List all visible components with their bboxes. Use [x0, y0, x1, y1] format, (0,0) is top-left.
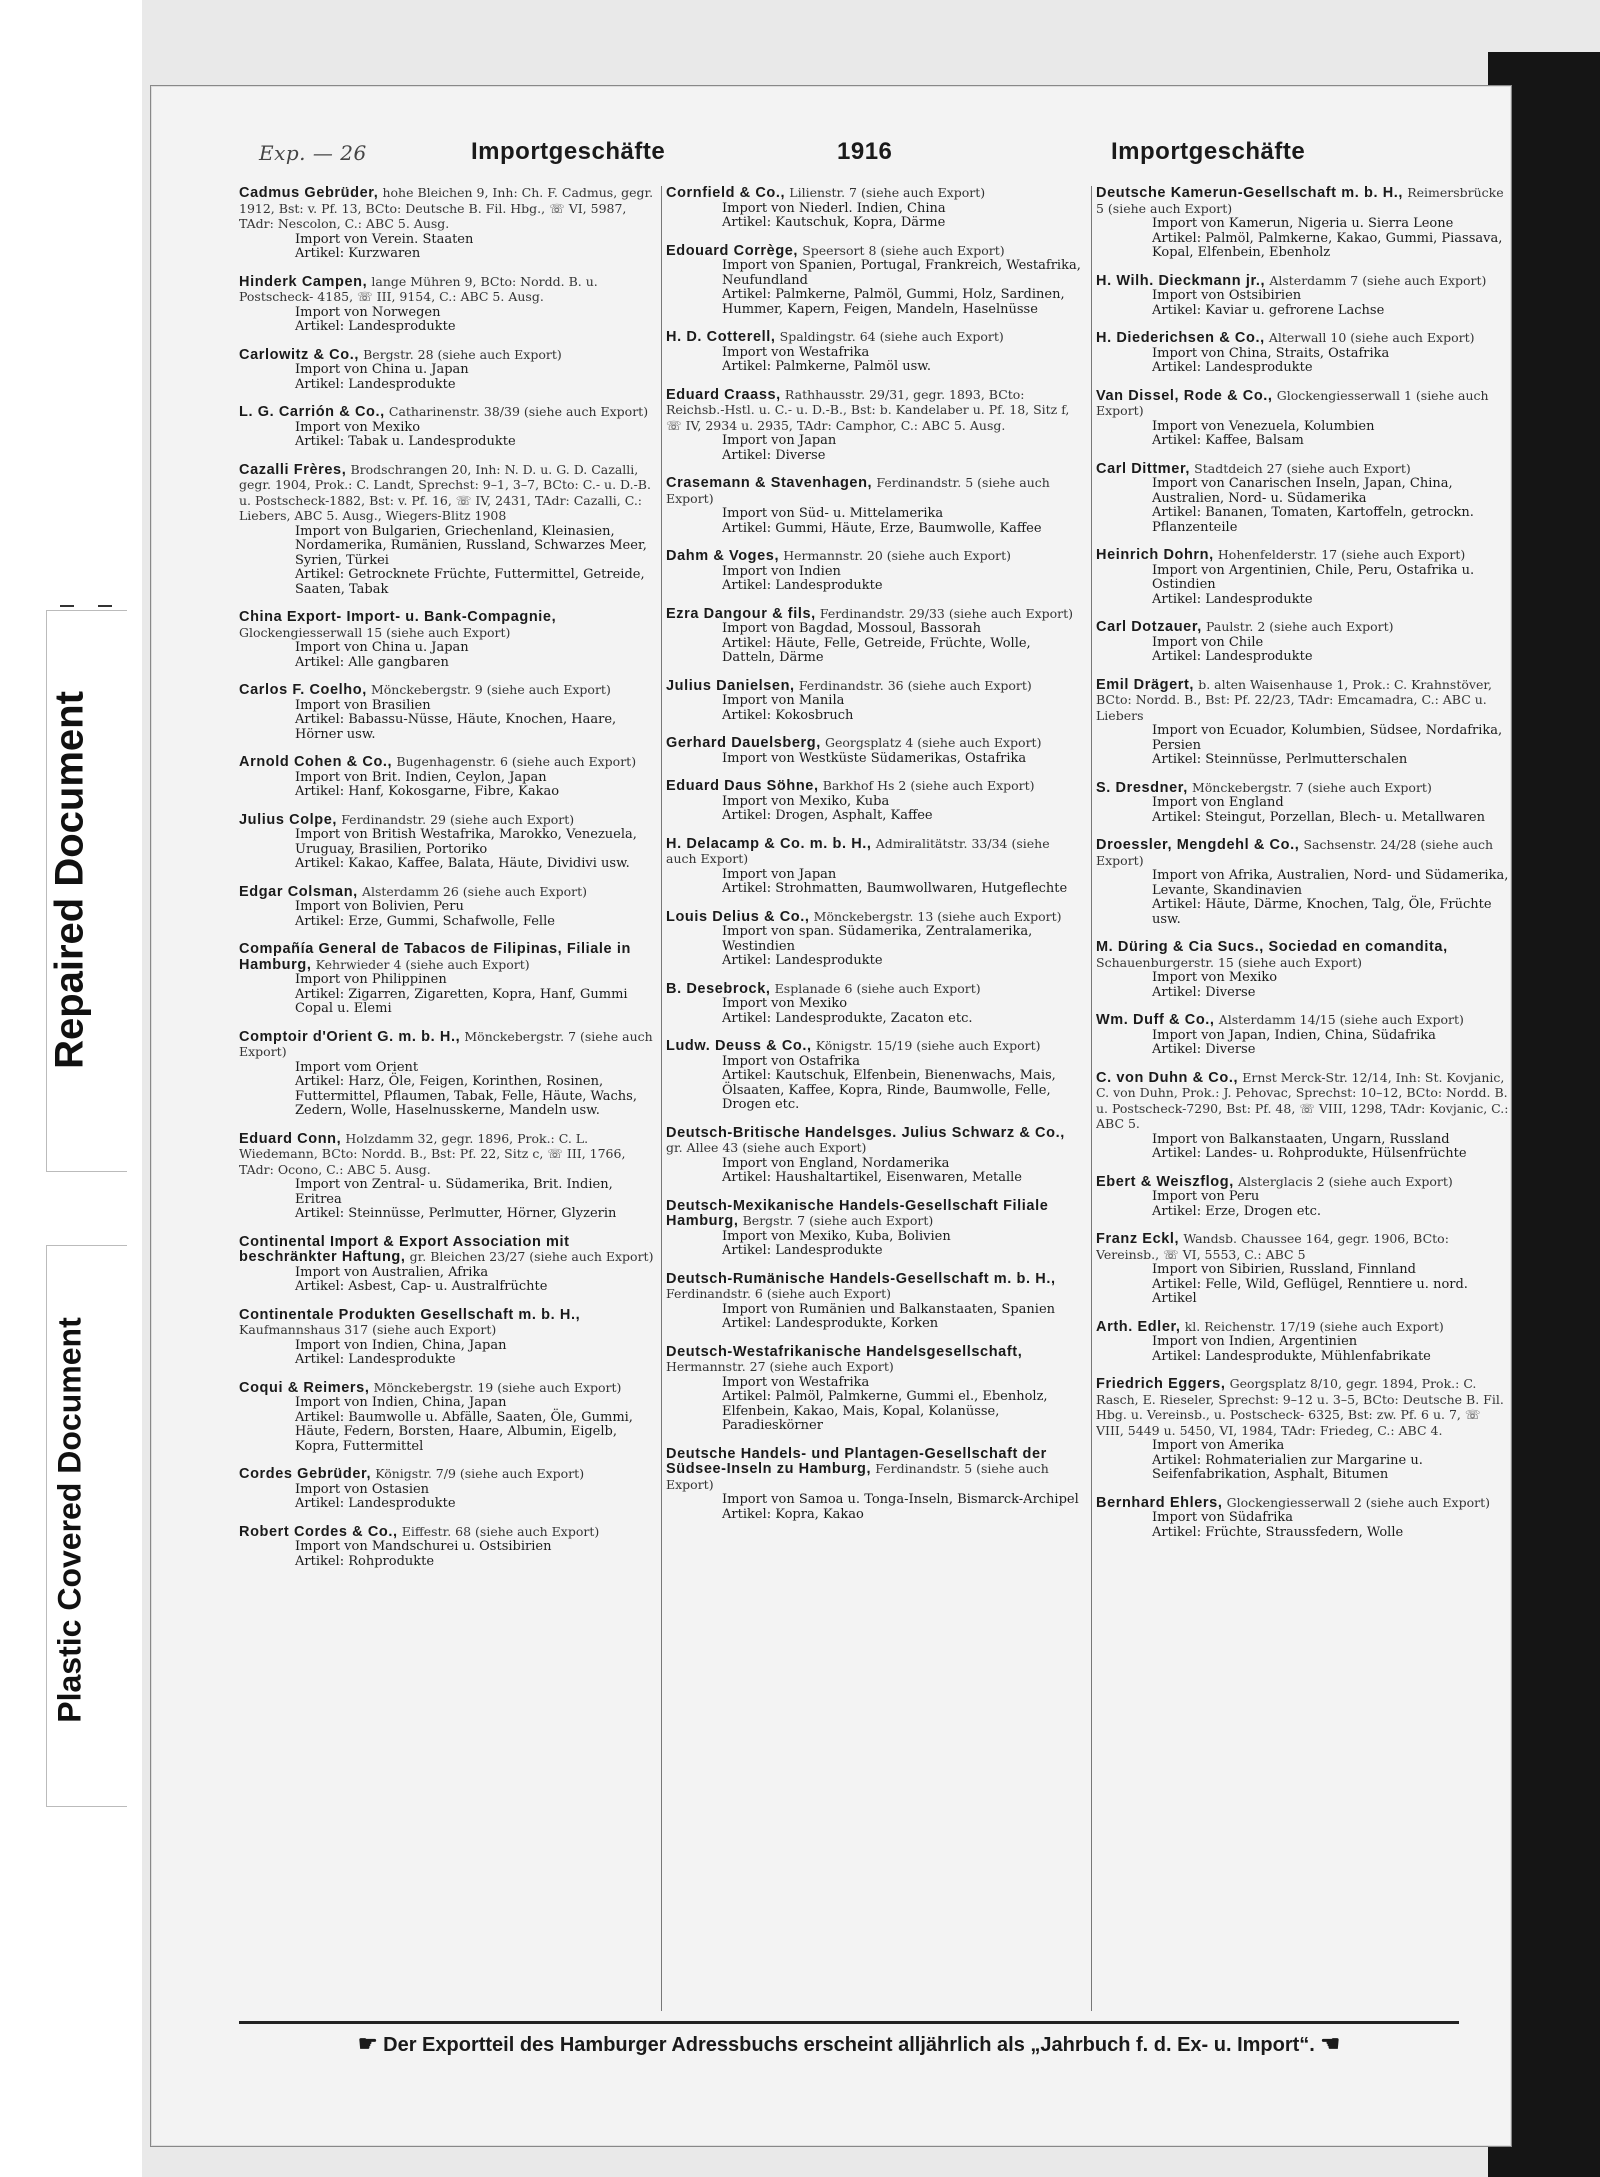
directory-entry — [1096, 186, 1511, 261]
company-details: Glockengiesserwall 2 (siehe auch Export) — [1226, 1494, 1490, 1510]
import-line: Import von Ostsibirien — [1152, 288, 1302, 303]
company-details: Wandsb. Chaussee 164, gegr. 1906, BCto: Vereinsb., ☏ VI, 5553, C.: ABC 5 — [1096, 1231, 1449, 1262]
article-line: Artikel: Häute, Felle, Getreide, Früchte, Wolle, Datteln, Därme — [722, 635, 1031, 665]
import-line: Import von Westafrika — [722, 1374, 870, 1390]
import-line: Import von China u. Japan — [295, 640, 469, 655]
company-name: Van Dissel, Rode & Co., — [1096, 387, 1273, 404]
import-line: Import von Bagdad, Mossoul, Bassorah — [722, 621, 982, 636]
directory-entry — [666, 607, 1081, 666]
directory-entry — [1096, 1232, 1511, 1307]
company-details: Ferdinandstr. 36 (siehe auch Export) — [798, 677, 1032, 693]
company-details: Bergstr. 28 (siehe auch Export) — [363, 346, 562, 362]
sidebar — [0, 0, 142, 2177]
article-line: Artikel: Kautschuk, Kopra, Därme — [722, 215, 946, 230]
company-details: Königstr. 15/19 (siehe auch Export) — [815, 1038, 1041, 1053]
article-line: Artikel: Landesprodukte — [1152, 591, 1313, 607]
company-details: Schauenburgerstr. 15 (siehe auch Export) — [1096, 954, 1363, 970]
directory-entry — [1096, 1175, 1511, 1220]
article-line: Artikel: Diverse — [722, 447, 826, 463]
column-3 — [1096, 186, 1511, 2016]
company-details: Hermannstr. 20 (siehe auch Export) — [783, 548, 1011, 563]
import-line: Import von Mexiko — [295, 419, 421, 435]
footer-rule — [239, 2021, 1459, 2024]
company-name: Eduard Conn, — [239, 1130, 342, 1147]
article-line: Artikel: Steinnüsse, Perlmutter, Hörner, Glyzerin — [295, 1206, 617, 1221]
article-line: Artikel: Palmöl, Palmkerne, Gummi el., Ebenholz, Elfenbein, Kakao, Mais, Kopal, Kolanüsse, Paradieskörner — [722, 1389, 1048, 1433]
import-line: Import von Sibirien, Russland, Finnland — [1152, 1262, 1416, 1277]
import-line: Import von Verein. Staaten — [295, 231, 474, 247]
article-line: Artikel: Steinnüsse, Perlmutterschalen — [1152, 752, 1408, 767]
directory-entry — [666, 244, 1081, 318]
article-line: Artikel: Palmöl, Palmkerne, Kakao, Gummi, Piassava, Kopal, Elfenbein, Ebenholz — [1152, 230, 1503, 260]
import-line: Import von Norwegen — [295, 304, 441, 320]
article-line: Artikel: Baumwolle u. Abfälle, Saaten, Öle, Gummi, Häute, Federn, Borsten, Haare, Albumin, Eigelb, Kopra, Futtermittel — [295, 1409, 633, 1454]
import-line: Import vom Orient — [295, 1059, 419, 1075]
company-details: Mönckebergstr. 7 (siehe auch Export) — [1191, 779, 1432, 795]
directory-entry — [1096, 1377, 1511, 1483]
directory-entry — [666, 330, 1081, 375]
company-name: H. Wilh. Dieckmann jr., — [1096, 272, 1266, 289]
company-details: Ferdinandstr. 6 (siehe auch Export) — [666, 1286, 892, 1301]
company-name: Deutsch-Westafrikanische Handelsgesellschaft, — [666, 1343, 1023, 1360]
directory-entry — [1096, 1496, 1511, 1541]
company-name: Deutsch-Rumänische Handels-Gesellschaft m. b. H., — [666, 1270, 1056, 1287]
company-name: Cordes Gebrüder, — [239, 1466, 372, 1482]
company-name: Julius Colpe, — [239, 811, 338, 828]
directory-entry — [239, 1132, 654, 1222]
company-name: Arnold Cohen & Co., — [239, 754, 393, 770]
article-line: Artikel: Erze, Gummi, Schafwolle, Felle — [295, 913, 555, 929]
directory-entry — [1096, 331, 1511, 376]
company-details: gr. Bleichen 23/27 (siehe auch Export) — [409, 1249, 654, 1264]
page-number: Exp. — 26 — [259, 141, 367, 165]
directory-entry — [239, 885, 654, 930]
article-line: Artikel: Harz, Öle, Feigen, Korinthen, Rosinen, Futtermittel, Pflaumen, Tabak, Felle, Häute, Wachs, Zedern, Wolle, Haselnusskerne, Mandeln usw. — [295, 1074, 637, 1118]
directory-entry — [666, 1039, 1081, 1113]
company-name: Julius Danielsen, — [666, 677, 795, 694]
column-divider — [661, 186, 662, 2011]
directory-entry — [239, 1308, 654, 1368]
column-2 — [666, 186, 1081, 2016]
company-name: Cadmus Gebrüder, — [239, 186, 379, 201]
directory-entry — [666, 837, 1081, 897]
article-line: Artikel: Landesprodukte — [722, 953, 883, 968]
repaired-document-label: Repaired Document — [47, 691, 92, 1069]
article-line: Artikel: Diverse — [1152, 984, 1256, 1000]
column-1 — [239, 186, 654, 2016]
pointing-hand-right-icon: ☚ — [1320, 2031, 1341, 2056]
article-line: Artikel: Landesprodukte, Zacaton etc. — [722, 1010, 973, 1026]
pointing-hand-left-icon: ☛ — [357, 2031, 378, 2056]
import-line: Import von Chile — [1152, 634, 1264, 650]
company-name: Heinrich Dohrn, — [1096, 547, 1214, 563]
import-line: Import von Mexiko, Kuba — [722, 793, 890, 809]
directory-entry — [239, 405, 654, 450]
company-details: Reimersbrücke 5 (siehe auch Export) — [1096, 186, 1504, 216]
company-name: Ludw. Deuss & Co., — [666, 1038, 812, 1054]
header-title-right: Importgeschäfte — [1111, 138, 1306, 165]
article-line: Artikel: Kakao, Kaffee, Balata, Häute, Dividivi usw. — [295, 856, 630, 871]
company-details: Ernst Merck-Str. 12/14, Inh: St. Kovjanic, C. von Duhn, Prok.: J. Pehovac, Sprechst: 10–12, BCto: Nordd. B. u. Postscheck-7290, Bst: Pf. 48, ☏ VIII, 1298, TAdr: Kovjanic, C.: ABC 5. — [1096, 1069, 1509, 1131]
import-line: Import von Australien, Afrika — [295, 1264, 489, 1280]
company-name: Continental Import & Export Association mit beschränkter Haftung, — [239, 1233, 570, 1265]
article-line: Artikel: Landesprodukte — [1152, 360, 1313, 375]
tick-mark — [98, 605, 112, 607]
directory-entry — [1096, 781, 1511, 826]
directory-entry — [1096, 1320, 1511, 1365]
article-line: Artikel: Landesprodukte — [295, 319, 456, 334]
import-line: Import von Ostafrika — [722, 1053, 860, 1069]
company-details: Glockengiesserwall 15 (siehe auch Export) — [239, 624, 511, 640]
company-details: Georgsplatz 4 (siehe auch Export) — [824, 735, 1042, 750]
directory-entry — [239, 1525, 654, 1570]
article-line: Artikel: Häute, Därme, Knochen, Talg, Öle, Früchte usw. — [1152, 897, 1492, 927]
company-name: Franz Eckl, — [1096, 1231, 1180, 1247]
import-line: Import von Mexiko — [1152, 970, 1278, 985]
company-details: Ferdinandstr. 29/33 (siehe auch Export) — [819, 605, 1074, 621]
directory-entry — [666, 982, 1081, 1027]
article-line: Artikel: Drogen, Asphalt, Kaffee — [722, 808, 933, 823]
import-line: Import von Zentral- u. Südamerika, Brit. Indien, Eritrea — [295, 1177, 613, 1207]
import-line: Import von Amerika — [1152, 1438, 1285, 1453]
article-line: Artikel: Landesprodukte — [295, 1352, 456, 1367]
company-name: Carl Dotzauer, — [1096, 619, 1202, 635]
directory-entry — [239, 1381, 654, 1455]
company-name: Cazalli Frères, — [239, 461, 347, 478]
import-line: Import von Bulgarien, Griechenland, Kleinasien, Nordamerika, Rumänien, Russland, Schwarzes Meer, Syrien, Türkei — [295, 523, 647, 568]
company-details: Sachsenstr. 24/28 (siehe auch Export) — [1096, 837, 1494, 868]
import-line: Import von Niederl. Indien, China — [722, 200, 946, 216]
import-line: Import von Indien — [722, 563, 841, 579]
directory-entry — [239, 275, 654, 335]
directory-entry — [666, 1126, 1081, 1186]
article-line: Artikel: Felle, Wild, Geflügel, Renntiere u. nord. Artikel — [1152, 1276, 1468, 1306]
company-name: Deutsch-Mexikanische Handels-Gesellschaft Filiale Hamburg, — [666, 1197, 1049, 1229]
article-line: Artikel: Tabak u. Landesprodukte — [295, 434, 516, 449]
article-line: Artikel: Haushaltartikel, Eisenwaren, Metalle — [722, 1170, 1022, 1185]
company-name: Compañía General de Tabacos de Filipinas, Filiale in Hamburg, — [239, 941, 631, 973]
company-details: Glockengiesserwall 1 (siehe auch Export) — [1096, 387, 1489, 418]
company-name: S. Dresdner, — [1096, 779, 1188, 796]
footer-text: Der Exportteil des Hamburger Adressbuchs erscheint alljährlich als „Jahrbuch f. d. Ex- u. Import“. — [383, 2034, 1315, 2056]
article-line: Artikel: Diverse — [1152, 1042, 1256, 1057]
article-line: Artikel: Getrocknete Früchte, Futtermittel, Getreide, Saaten, Tabak — [295, 567, 645, 597]
directory-entry — [1096, 462, 1511, 536]
article-line: Artikel: Palmkerne, Palmöl, Gummi, Holz, Sardinen, Hummer, Kapern, Feigen, Mandeln, Haselnüsse — [722, 287, 1065, 317]
article-line: Artikel: Alle gangbaren — [295, 654, 449, 670]
import-line: Import von Kamerun, Nigeria u. Sierra Leone — [1152, 216, 1454, 231]
company-name: Continentale Produkten Gesellschaft m. b. H., — [239, 1306, 581, 1323]
import-line: Import von Bolivien, Peru — [295, 899, 464, 914]
import-line: Import von Argentinien, Chile, Peru, Ostafrika u. Ostindien — [1152, 562, 1475, 592]
company-name: Arth. Edler, — [1096, 1318, 1181, 1335]
directory-entry — [666, 388, 1081, 464]
import-line: Import von Philippinen — [295, 972, 447, 987]
import-line: Import von Rumänien und Balkanstaaten, Spanien — [722, 1301, 1056, 1317]
article-line: Artikel: Landes- u. Rohprodukte, Hülsenfrüchte — [1152, 1146, 1467, 1161]
article-line: Artikel: Landesprodukte — [722, 1243, 883, 1258]
company-name: Eduard Daus Söhne, — [666, 778, 819, 794]
company-name: H. D. Cotterell, — [666, 329, 776, 345]
article-line: Artikel: Babassu-Nüsse, Häute, Knochen, Haare, Hörner usw. — [295, 712, 617, 742]
import-line: Import von Indien, China, Japan — [295, 1337, 507, 1353]
document-page — [150, 85, 1512, 2147]
company-details: Brodschrangen 20, Inh: N. D. u. G. D. Cazalli, gegr. 1904, Prok.: C. Landt, Sprechst: 9–1, 3–7, BCto: C.- u. D.-B. u. Postscheck-1882, Bst: v. Pf. 16, ☏ IV, 2431, TAdr: Cazalli, C.: Liebers, ABC 5. Ausg., Wiegers-Blitz 1908 — [239, 461, 651, 523]
article-line: Artikel: Kopra, Kakao — [722, 1506, 864, 1522]
company-name: Louis Delius & Co., — [666, 908, 810, 925]
import-line: Import von England — [1152, 795, 1284, 810]
article-line: Artikel: Landesprodukte — [295, 376, 456, 392]
import-line: Import von Spanien, Portugal, Frankreich, Westafrika, Neufundland — [722, 258, 1081, 288]
directory-entry — [239, 755, 654, 800]
footer-notice — [239, 2031, 1459, 2057]
directory-entry — [666, 736, 1081, 766]
import-line: Import von Südafrika — [1152, 1510, 1294, 1525]
article-line: Artikel: Erze, Drogen etc. — [1152, 1203, 1322, 1219]
directory-entry — [239, 683, 654, 742]
company-details: Alsterdamm 26 (siehe auch Export) — [361, 883, 587, 899]
header-title-left: Importgeschäfte — [471, 138, 666, 165]
company-name: Wm. Duff & Co., — [1096, 1012, 1215, 1028]
directory-entry — [239, 813, 654, 872]
company-name: Friedrich Eggers, — [1096, 1376, 1226, 1392]
company-details: Kaufmannshaus 317 (siehe auch Export) — [239, 1322, 497, 1337]
article-line: Artikel: Bananen, Tomaten, Kartoffeln, getrockn. Pflanzenteile — [1152, 505, 1474, 535]
company-details: Bugenhagenstr. 6 (siehe auch Export) — [396, 754, 637, 769]
company-name: China Export- Import- u. Bank-Compagnie, — [239, 609, 557, 625]
article-line: Artikel: Landesprodukte — [1152, 649, 1313, 664]
import-line: Import von Indien, Argentinien — [1152, 1334, 1358, 1349]
company-details: Bergstr. 7 (siehe auch Export) — [742, 1213, 934, 1228]
company-details: Ferdinandstr. 5 (siehe auch Export) — [666, 475, 1050, 506]
company-name: H. Delacamp & Co. m. b. H., — [666, 835, 872, 852]
plastic-covered-label: Plastic Covered Document — [51, 1317, 88, 1723]
import-line: Import von China u. Japan — [295, 362, 469, 377]
company-name: M. Düring & Cia Sucs., Sociedad en comandita, — [1096, 939, 1448, 955]
company-details: Alsterglacis 2 (siehe auch Export) — [1237, 1173, 1453, 1189]
article-line: Artikel: Landesprodukte — [295, 1496, 456, 1511]
company-name: B. Desebrock, — [666, 980, 771, 997]
directory-entry — [666, 1272, 1081, 1332]
company-name: Edgar Colsman, — [239, 883, 358, 900]
import-line: Import von Balkanstaaten, Ungarn, Russland — [1152, 1131, 1450, 1147]
directory-entry — [666, 1447, 1081, 1523]
directory-entry — [1096, 620, 1511, 665]
import-line: Import von Japan — [722, 433, 837, 448]
company-details: Mönckebergstr. 7 (siehe auch Export) — [239, 1028, 653, 1059]
article-line: Artikel: Palmkerne, Palmöl usw. — [722, 359, 932, 374]
article-line: Artikel: Kokosbruch — [722, 707, 854, 723]
company-name: Carlowitz & Co., — [239, 346, 359, 363]
directory-entry — [239, 610, 654, 670]
directory-entry — [239, 463, 654, 598]
company-name: Gerhard Dauelsberg, — [666, 735, 821, 751]
company-name: L. G. Carrión & Co., — [239, 404, 385, 420]
company-name: Edouard Corrège, — [666, 242, 799, 259]
article-line: Artikel: Strohmatten, Baumwollwaren, Hutgeflechte — [722, 881, 1068, 896]
directory-entry — [1096, 389, 1511, 449]
import-line: Import von Canarischen Inseln, Japan, China, Australien, Nord- u. Südamerika — [1152, 476, 1453, 506]
company-details: Mönckebergstr. 19 (siehe auch Export) — [373, 1379, 622, 1395]
directory-entry — [1096, 678, 1511, 768]
directory-entry — [239, 186, 654, 262]
company-details: kl. Reichenstr. 17/19 (siehe auch Export) — [1184, 1318, 1444, 1334]
company-details: Spaldingstr. 64 (siehe auch Export) — [779, 329, 1004, 344]
company-details: Ferdinandstr. 5 (siehe auch Export) — [666, 1461, 1049, 1492]
company-details: Alsterdamm 7 (siehe auch Export) — [1269, 272, 1487, 288]
import-line: Import von span. Südamerika, Zentralamerika, Westindien — [722, 924, 1033, 954]
company-details: Admiralitätstr. 33/34 (siehe auch Export) — [666, 835, 1050, 866]
company-details: Alsterdamm 14/15 (siehe auch Export) — [1218, 1012, 1464, 1027]
import-line: Import von Japan — [722, 866, 837, 882]
import-line: Import von Afrika, Australien, Nord- und Südamerika, Levante, Skandinavien — [1152, 868, 1509, 898]
company-name: H. Diederichsen & Co., — [1096, 330, 1265, 346]
directory-entry — [239, 348, 654, 393]
company-details: Lilienstr. 7 (siehe auch Export) — [789, 186, 986, 200]
company-name: Ebert & Weiszflog, — [1096, 1173, 1234, 1190]
company-details: Barkhof Hs 2 (siehe auch Export) — [822, 778, 1035, 793]
directory-entry — [1096, 838, 1511, 927]
import-line: Import von Venezuela, Kolumbien — [1152, 418, 1375, 434]
company-name: Deutsche Handels- und Plantagen-Gesellschaft der Südsee-Inseln zu Hamburg, — [666, 1445, 1047, 1477]
company-details: Kehrwieder 4 (siehe auch Export) — [315, 956, 530, 972]
page-header — [151, 138, 1511, 178]
company-name: Dahm & Voges, — [666, 548, 780, 564]
company-name: Ezra Dangour & fils, — [666, 605, 816, 622]
article-line: Artikel: Kaviar u. gefrorene Lachse — [1152, 302, 1385, 318]
directory-entry — [1096, 940, 1511, 1000]
column-divider — [1091, 186, 1092, 2011]
company-details: hohe Bleichen 9, Inh: Ch. F. Cadmus, gegr. 1912, Bst: v. Pf. 13, BCto: Deutsche B. Fil. Hbg., ☏ VI, 5987, TAdr: Nescolon, C.: ABC 5. Ausg. — [239, 186, 654, 231]
directory-entry — [666, 549, 1081, 594]
article-line: Artikel: Landesprodukte, Korken — [722, 1316, 939, 1331]
company-details: b. alten Waisenhause 1, Prok.: C. Krahnstöver, BCto: Nordd. B., Bst: Pf. 22/23, TAdr: Emcamadra, C.: ABC u. Liebers — [1096, 676, 1492, 723]
article-line: Artikel: Kaffee, Balsam — [1152, 433, 1304, 448]
company-details: Georgsplatz 8/10, gegr. 1894, Prok.: C. Rasch, E. Rieseler, Sprechst: 9–12 u. 3–5, BCto: Deutsche B. Fil. Hbg. u. Vereinsb., u. Postscheck- 6325, Bst: zw. Pf. 6 u. 7, ☏ VIII, 5449 u. 5450, VI, 1984, TAdr: Friedeg, C.: ABC 4. — [1096, 1376, 1504, 1438]
import-line: Import von Süd- u. Mittelamerika — [722, 506, 944, 521]
company-details: Mönckebergstr. 9 (siehe auch Export) — [370, 682, 611, 697]
company-name: C. von Duhn & Co., — [1096, 1069, 1239, 1086]
company-name: Deutsche Kamerun-Gesellschaft m. b. H., — [1096, 186, 1404, 201]
directory-entry — [666, 779, 1081, 824]
company-details: Speersort 8 (siehe auch Export) — [802, 242, 1005, 258]
company-details: gr. Allee 43 (siehe auch Export) — [666, 1140, 867, 1155]
directory-entry — [1096, 274, 1511, 319]
company-name: Carl Dittmer, — [1096, 460, 1191, 477]
article-line: Artikel: Zigarren, Zigaretten, Kopra, Hanf, Gummi Copal u. Elemi — [295, 986, 628, 1016]
directory-entry — [239, 1467, 654, 1512]
company-details: Mönckebergstr. 13 (siehe auch Export) — [813, 908, 1062, 924]
company-details: Stadtdeich 27 (siehe auch Export) — [1194, 460, 1411, 476]
company-details: Alterwall 10 (siehe auch Export) — [1268, 330, 1475, 345]
tick-mark — [60, 605, 74, 607]
import-line: Import von Ostasien — [295, 1481, 430, 1497]
import-line: Import von Mexiko, Kuba, Bolivien — [722, 1228, 951, 1244]
header-year: 1916 — [837, 138, 893, 165]
company-details: Eiffestr. 68 (siehe auch Export) — [401, 1523, 600, 1539]
company-details: lange Mühren 9, BCto: Nordd. B. u. Postscheck- 4185, ☏ III, 9154, C.: ABC 5. Ausg. — [239, 273, 598, 304]
directory-entry — [666, 1345, 1081, 1434]
import-line: Import von Peru — [1152, 1189, 1260, 1204]
directory-entry — [666, 910, 1081, 969]
article-line: Artikel: Asbest, Cap- u. Australfrüchte — [295, 1279, 548, 1294]
article-line: Artikel: Hanf, Kokosgarne, Fibre, Kakao — [295, 784, 560, 799]
import-line: Import von Samoa u. Tonga-Inseln, Bismarck-Archipel — [722, 1492, 1079, 1507]
company-details: Esplanade 6 (siehe auch Export) — [774, 980, 981, 996]
import-line: Import von Indien, China, Japan — [295, 1395, 507, 1410]
company-name: Coqui & Reimers, — [239, 1379, 370, 1396]
company-details: Hohenfelderstr. 17 (siehe auch Export) — [1217, 547, 1466, 562]
directory-entry — [239, 1030, 654, 1119]
article-line: Artikel: Steingut, Porzellan, Blech- u. Metallwaren — [1152, 809, 1485, 825]
article-line: Artikel: Landesprodukte — [722, 578, 883, 593]
import-line: Import von Manila — [722, 693, 845, 708]
company-details: Ferdinandstr. 29 (siehe auch Export) — [341, 811, 575, 827]
import-line: Import von Westafrika — [722, 344, 870, 360]
directory-entry — [239, 1235, 654, 1295]
company-name: Emil Drägert, — [1096, 676, 1195, 693]
import-line: Import von Westküste Südamerikas, Ostafrika — [722, 750, 1027, 766]
import-line: Import von Ecuador, Kolumbien, Südsee, Nordafrika, Persien — [1152, 723, 1503, 753]
company-name: Carlos F. Coelho, — [239, 682, 367, 698]
article-line: Artikel: Kurzwaren — [295, 246, 421, 261]
article-line: Artikel: Rohprodukte — [295, 1553, 435, 1569]
import-line: Import von Japan, Indien, China, Südafrika — [1152, 1027, 1436, 1043]
import-line: Import von China, Straits, Ostafrika — [1152, 345, 1390, 361]
company-name: Cornfield & Co., — [666, 186, 786, 201]
import-line: Import von England, Nordamerika — [722, 1155, 950, 1171]
company-name: Comptoir d'Orient G. m. b. H., — [239, 1028, 461, 1045]
company-name: Droessler, Mengdehl & Co., — [1096, 837, 1300, 853]
company-name: Bernhard Ehlers, — [1096, 1494, 1223, 1511]
company-name: Eduard Craass, — [666, 386, 781, 403]
directory-entry — [1096, 1071, 1511, 1162]
import-line: Import von Brasilien — [295, 697, 431, 713]
directory-entry — [239, 942, 654, 1017]
import-line: Import von British Westafrika, Marokko, Venezuela, Uruguay, Brasilien, Portoriko — [295, 827, 637, 857]
article-line: Artikel: Früchte, Straussfedern, Wolle — [1152, 1524, 1404, 1540]
directory-entry — [666, 679, 1081, 724]
company-details: Rathhausstr. 29/31, gegr. 1893, BCto: Reichsb.-Hstl. u. C.- u. D.-B., Bst: b. Kandelaber u. Pf. 18, Sitz f, ☏ IV, 2934 u. 2935, TAdr: Camphor, C.: ABC 5. Ausg. — [666, 386, 1070, 433]
directory-entry — [666, 1199, 1081, 1259]
import-line: Import von Brit. Indien, Ceylon, Japan — [295, 769, 547, 785]
article-line: Artikel: Rohmaterialien zur Margarine u. Seifenfabrikation, Asphalt, Bitumen — [1152, 1452, 1423, 1482]
article-line: Artikel: Kautschuk, Elfenbein, Bienenwachs, Mais, Ölsaaten, Kaffee, Kopra, Rinde, Baumwolle, Felle, Drogen etc. — [722, 1068, 1056, 1112]
directory-entry — [666, 186, 1081, 231]
company-name: Deutsch-Britische Handelsges. Julius Schwarz & Co., — [666, 1124, 1065, 1141]
company-name: Crasemann & Stavenhagen, — [666, 475, 873, 491]
company-name: Hinderk Campen, — [239, 273, 368, 290]
directory-entry — [1096, 548, 1511, 607]
company-details: Paulstr. 2 (siehe auch Export) — [1206, 619, 1394, 634]
company-details: Holzdamm 32, gegr. 1896, Prok.: C. L. Wiedemann, BCto: Nordd. B., Bst: Pf. 22, Sitz c, ☏ III, 1766, TAdr: Ocono, C.: ABC 5. Ausg. — [239, 1130, 626, 1177]
directory-entry — [666, 476, 1081, 536]
company-details: Hermannstr. 27 (siehe auch Export) — [666, 1359, 894, 1374]
article-line: Artikel: Gummi, Häute, Erze, Baumwolle, Kaffee — [722, 520, 1042, 536]
import-line: Import von Mexiko — [722, 996, 848, 1011]
company-details: Königstr. 7/9 (siehe auch Export) — [375, 1466, 585, 1481]
article-line: Artikel: Landesprodukte, Mühlenfabrikate — [1152, 1348, 1431, 1364]
company-details: Catharinenstr. 38/39 (siehe auch Export) — [388, 404, 649, 419]
company-name: Robert Cordes & Co., — [239, 1523, 398, 1540]
import-line: Import von Mandschurei u. Ostsibirien — [295, 1539, 552, 1554]
directory-entry — [1096, 1013, 1511, 1058]
